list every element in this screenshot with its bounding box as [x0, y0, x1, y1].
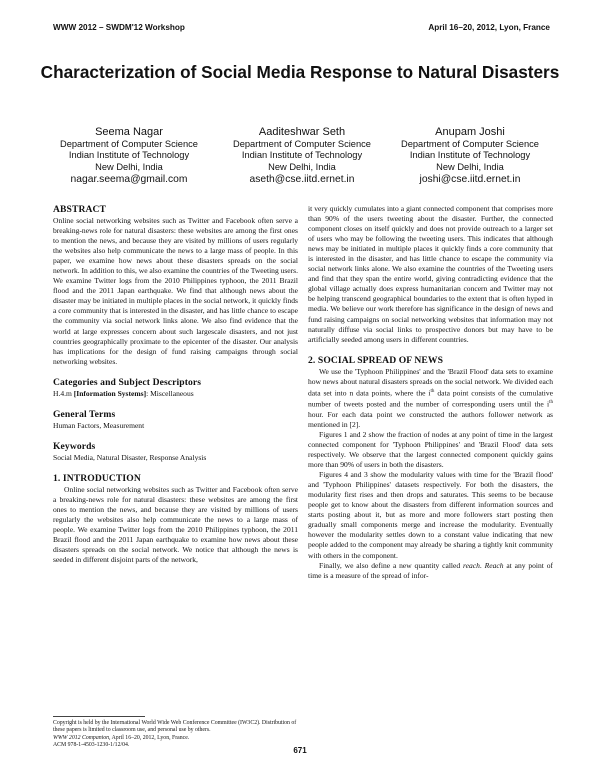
abstract-text: Online social networking websites such as Twitter and Facebook often serve a breaking-news role for natural disasters: these websites are among the first ones to mention the news, and because they are visited by millions of users regularly the websites also help communicate the news to a large mass of people. In this paper, we examine how news about these disasters spreads on the social network. In addition to this, we also examine the countries of the Tweeting users. We examine Twitter logs from the 2010 Philippines typhoon, the 2011 Brazil flood and the 2011 Japan earthquake. We find that although news about the disaster may be initiated in multiple places in the social network, it quickly finds a core community that is interested in the disaster, and has little chance to escape the community via social network links alone. We also find evidence that the world at large expresses concern about such largescale disasters, and not just countries geographically proximate to the epicenter of the disaster. Our analysis has implications for the design of fund raising campaigns through social networking websites.: [53, 216, 298, 366]
p1-part-a: We use the 'Typhoon Philippines' and the 'Brazil Flood' data sets to examine how news about natural disasters spreads on the social network. We divided each data set into n data points, where the i: [308, 366, 553, 398]
footnote-rule: [53, 716, 145, 717]
p4-part-b: .: [479, 560, 485, 570]
section2-heading: 2. SOCIAL SPREAD OF NEWS: [308, 354, 444, 366]
p4-part-a: Finally, we also define a new quantity called: [319, 560, 463, 570]
section2-para-4: [308, 561, 553, 581]
author-name: Anupam Joshi: [435, 126, 505, 138]
author-inst: Indian Institute of Technology: [68, 150, 190, 161]
section2-para-2: Figures 1 and 2 show the fraction of nodes at any point of time in the largest connected component for 'Typhoon Philippines' and 'Brazil Flood' data sets respectively. We observe that the largest connected component quickly gains more than 90% of users in both the disasters.: [308, 429, 553, 470]
author-name: Aaditeshwar Seth: [258, 126, 346, 138]
keywords-text: Social Media, Natural Disaster, Response Analysis: [53, 452, 207, 462]
author-location: New Delhi, India: [436, 161, 504, 172]
p1-part-b: data point consists of the cumulative number of tweets posted and the number of corresponding users until the i: [308, 388, 553, 409]
categories-text: [53, 389, 298, 399]
author-1: [52, 126, 206, 186]
author-inst: Indian Institute of Technology: [409, 150, 531, 161]
section2-para-3: Figures 4 and 3 show the modularity values with time for the 'Brazil flood' and 'Typhoon Philippines' datasets respectively. For both the disasters, the modularity first rises and then drops and saturates. This seems to be because people get to know about the disasters from different information sources and starts posting about it, but as more and more followers start posting then gradually small components merge and increase the modularity. Eventually however the modularity settles down to a constant value indicating that new people added to the component may already be sharing a tightly knit community with others in the component.: [308, 470, 553, 560]
intro-text: Online social networking websites such as Twitter and Facebook often serve a breaking-news role for natural disasters: these websites are among the first ones to mention the news, and because they are visited by millions of users regularly the websites also help communicate the news to a large mass of people. We examine Twitter logs from the 2010 Philippines typhoon, the 2011 Brazil flood and the 2011 Japan earthquake to examine how news about these disasters spreads on the social network. We notice that although the news is seeded in different disjoint parts of the network,: [53, 484, 298, 565]
p1-part-c: hour. For each data point we constructed the authors follower network as mentioned in [2].: [308, 409, 553, 429]
paper-title: Characterization of Social Media Response to Natural Disasters: [40, 62, 560, 82]
p1-sup-2: th: [549, 400, 553, 406]
category-bold: [Information Systems]: [73, 388, 147, 398]
venue-rest: April 16–20, 2012, Lyon, France.: [110, 734, 190, 741]
author-dept: Department of Computer Science: [401, 139, 539, 149]
p1-sup-1: th: [430, 388, 435, 394]
keywords-heading: Keywords: [53, 440, 96, 452]
section2-para-1: [308, 367, 553, 430]
author-block: [52, 126, 552, 192]
p4-part-c: at any point of time is a measure of the spread of infor-: [308, 560, 553, 580]
venue-line: [53, 735, 298, 742]
venue-italic: WWW 2012 Companion,: [53, 734, 111, 741]
copyright-text: Copyright is held by the International World Wide Web Conference Committee (IW3C2). Distribution of these papers is limited to classroom use, and personal use by others.: [53, 720, 297, 734]
p4-italic-1: reach: [462, 560, 480, 570]
author-email: nagar.seema@gmail.com: [70, 173, 188, 185]
abstract-heading: ABSTRACT: [53, 204, 107, 215]
acm-line: ACM 978-1-4503-1230-1/12/04.: [53, 742, 130, 749]
p4-italic-2: Reach: [484, 560, 504, 570]
intro-heading: 1. INTRODUCTION: [53, 472, 141, 484]
page-number: 671: [293, 746, 307, 755]
author-inst: Indian Institute of Technology: [241, 150, 363, 161]
running-header-right: April 16–20, 2012, Lyon, France: [428, 23, 550, 32]
general-terms-text: Human Factors, Measurement: [53, 420, 145, 430]
category-rest: : Miscellaneous: [146, 388, 194, 398]
author-name: Seema Nagar: [95, 126, 163, 138]
author-dept: Department of Computer Science: [233, 139, 371, 149]
left-column: [53, 204, 298, 565]
right-column: [308, 204, 553, 581]
category-code: H.4.m: [53, 388, 72, 398]
author-email: aseth@cse.iitd.ernet.in: [249, 173, 355, 185]
author-3: [393, 126, 547, 186]
author-email: joshi@cse.iitd.ernet.in: [419, 173, 521, 185]
running-header-left: WWW 2012 – SWDM'12 Workshop: [53, 23, 185, 32]
author-location: New Delhi, India: [268, 161, 336, 172]
author-2: [225, 126, 379, 186]
author-location: New Delhi, India: [95, 161, 163, 172]
author-dept: Department of Computer Science: [60, 139, 198, 149]
intro-continued: it very quickly cumulates into a giant connected component that comprises more than 90% of the users tweeting about the disaster. Further, the connected component closes on itself quickly and does not provide outreach to a larger set of users who may be following the tweeting users. This indicates that although news may be initiated in multiple places it quickly finds a core community that is interested in the disaster, and has little chance to escape the community via social network links alone. We also examine the countries of the Tweeting users and find that they span the entire world, giving contradicting evidence that the global village actually does express humanitarian concern and Twitter may not be helping transcend geographical boundaries to the extent that is often hyped in media. We believe our work therefore has significance in the design of news and fund raising campaigns on social networking websites that information may not naturally diffuse via social links to prospective donors but may have to be artificially seeded among users in different countries.: [308, 204, 553, 344]
general-terms-heading: General Terms: [53, 408, 116, 420]
categories-heading: Categories and Subject Descriptors: [53, 376, 202, 388]
